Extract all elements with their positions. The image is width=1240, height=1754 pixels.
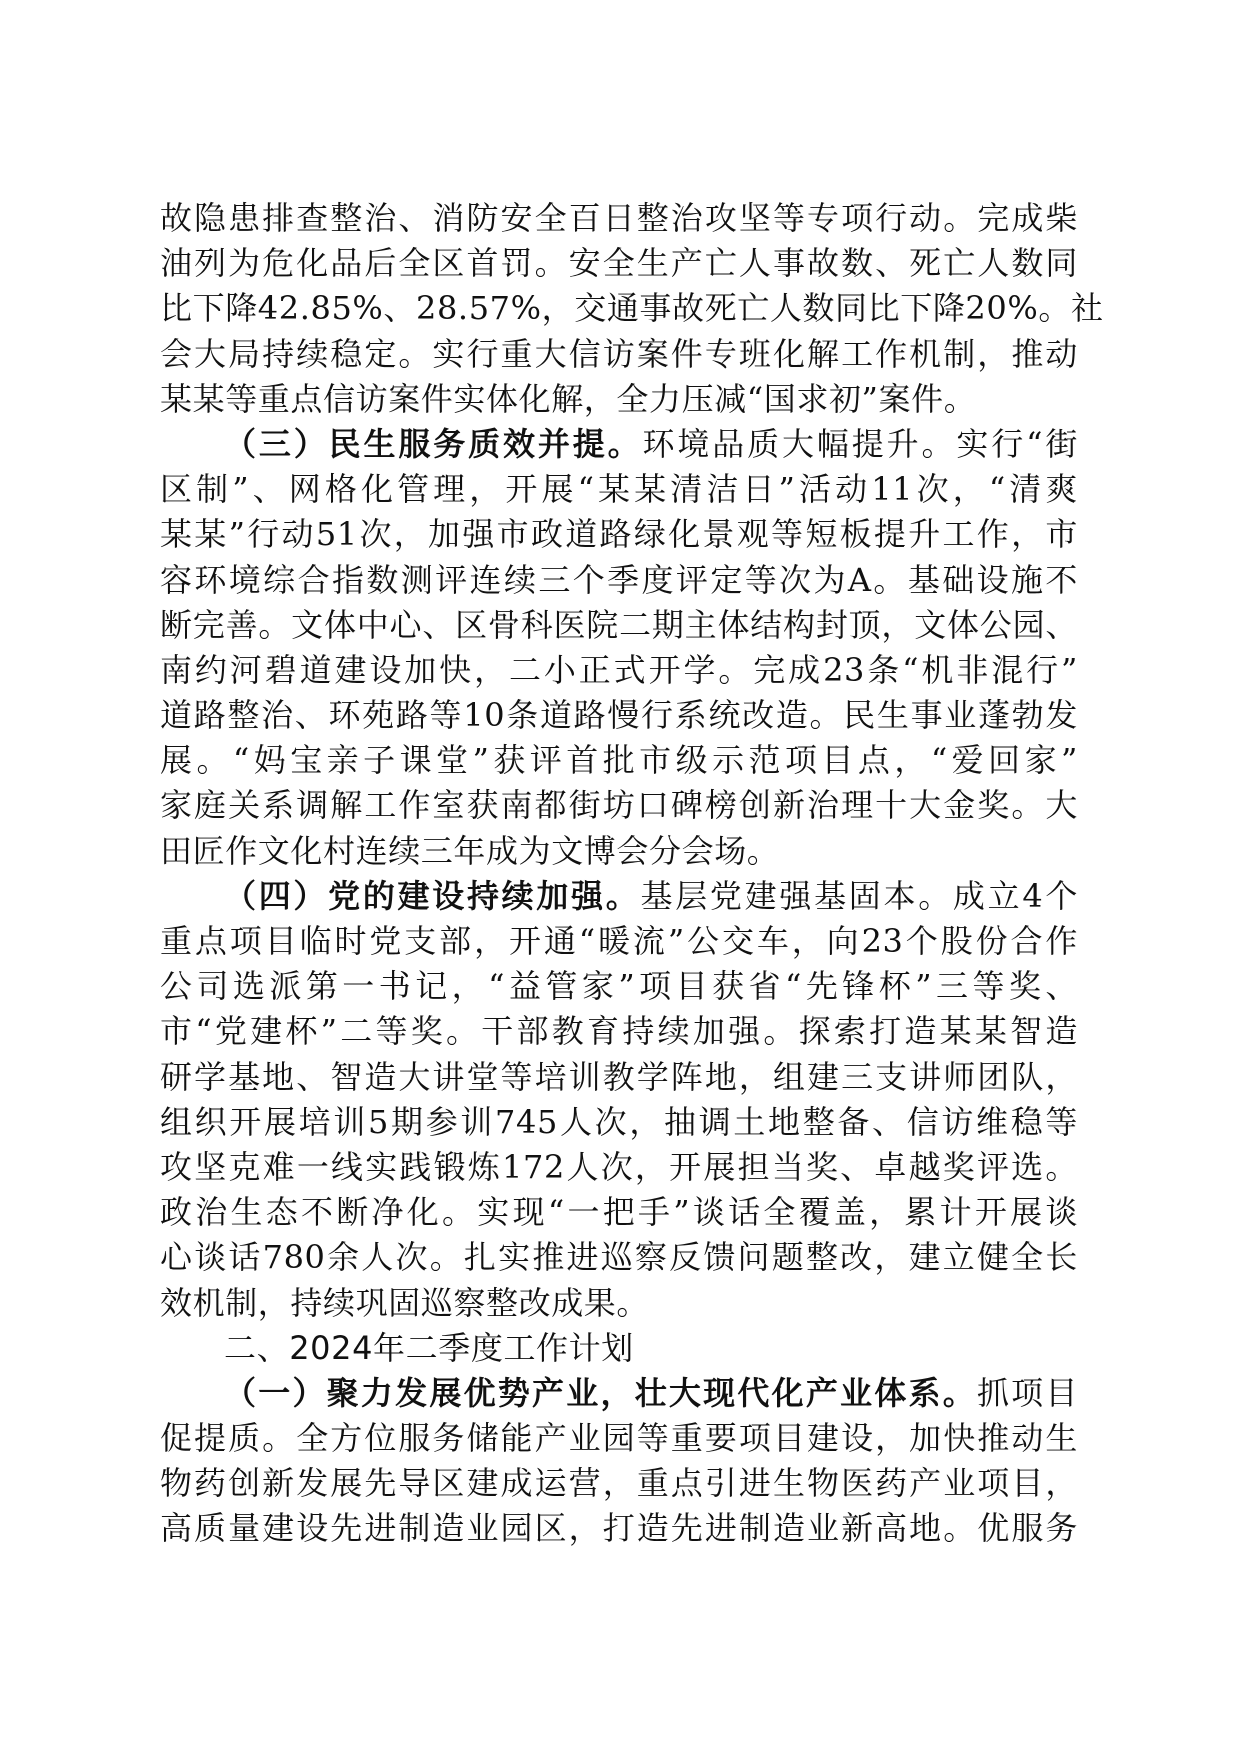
subsection-heading: （三）民生服务质效并提。 [224, 424, 643, 463]
text-run: 抓项目 [976, 1373, 1078, 1412]
text-line: 区制”、网格化管理，开展“某某清洁日”活动11次，“清爽 [160, 470, 1078, 509]
text-line: 心谈话780余人次。扎实推进巡察反馈问题整改，建立健全长 [160, 1238, 1078, 1277]
text-line: 故隐患排查整治、消防安全百日整治攻坚等专项行动。完成柴 [160, 199, 1078, 237]
text-line: 会大局持续稳定。实行重大信访案件专班化解工作机制，推动 [160, 334, 1078, 373]
text-line: 重点项目临时党支部，开通“暖流”公交车，向23个股份合作 [160, 922, 1078, 960]
text-line: 公司选派第一书记，“益管家”项目获省“先锋杯”三等奖、 [160, 967, 1078, 1006]
text-line: 断完善。文体中心、区骨科医院二期主体结构封顶，文体公园、 [160, 605, 1078, 644]
text-line: 家庭关系调解工作室获南都街坊口碑榜创新治理十大金奖。大 [160, 786, 1078, 825]
text-line: 高质量建设先进制造业园区，打造先进制造业新高地。优服务 [160, 1509, 1078, 1548]
text-line: 容环境综合指数测评连续三个季度评定等次为A。基础设施不 [160, 560, 1078, 599]
text-line: 油列为危化品后全区首罚。安全生产亡人事故数、死亡人数同 [160, 244, 1078, 283]
subsection-heading: （四）党的建设持续加强。 [224, 876, 641, 915]
text-line: 某某”行动51次，加强市政道路绿化景观等短板提升工作，市 [160, 515, 1078, 554]
text-line: 物药创新发展先导区建成运营，重点引进生物医药产业项目， [160, 1464, 1078, 1503]
text-line: 效机制，持续巩固巡察整改成果。 [160, 1283, 650, 1322]
section-title: 二、2024年二季度工作计划 [224, 1328, 634, 1367]
text-line: 道路整治、环苑路等10条道路慢行系统改造。民生事业蓬勃发 [160, 696, 1078, 735]
text-line: 市“党建杯”二等奖。干部教育持续加强。探索打造某某智造 [160, 1012, 1078, 1051]
text-run: 基层党建强基固本。成立4个 [640, 876, 1078, 915]
text-line: 田匠作文化村连续三年成为文博会分会场。 [160, 831, 780, 870]
text-line: 促提质。全方位服务储能产业园等重要项目建设，加快推动生 [160, 1419, 1078, 1458]
text-line: 比下降42.85%、28.57%，交通事故死亡人数同比下降20%。社 [160, 289, 1104, 328]
text-line: 某某等重点信访案件实体化解，全力压减“国求初”案件。 [160, 379, 977, 418]
text-line: 政治生态不断净化。实现“一把手”谈话全覆盖，累计开展谈 [160, 1193, 1078, 1232]
text-line: 研学基地、智造大讲堂等培训教学阵地，组建三支讲师团队， [160, 1057, 1078, 1096]
text-line: 展。“妈宝亲子课堂”获评首批市级示范项目点，“爱回家” [160, 741, 1078, 780]
paragraph-heading-line [160, 874, 1078, 919]
paragraph-heading-line [160, 1371, 1078, 1416]
text-line: 组织开展培训5期参训745人次，抽调土地整备、信访维稳等 [160, 1102, 1078, 1141]
paragraph-heading-line [160, 422, 1078, 467]
text-line: 攻坚克难一线实践锻炼172人次，开展担当奖、卓越奖评选。 [160, 1147, 1078, 1186]
text-run: 环境品质大幅提升。实行“街 [642, 424, 1078, 463]
text-line: 南约河碧道建设加快，二小正式开学。完成23条“机非混行” [160, 650, 1078, 689]
subsection-heading: （一）聚力发展优势产业，壮大现代化产业体系。 [224, 1373, 977, 1412]
document-body [160, 196, 1104, 1552]
